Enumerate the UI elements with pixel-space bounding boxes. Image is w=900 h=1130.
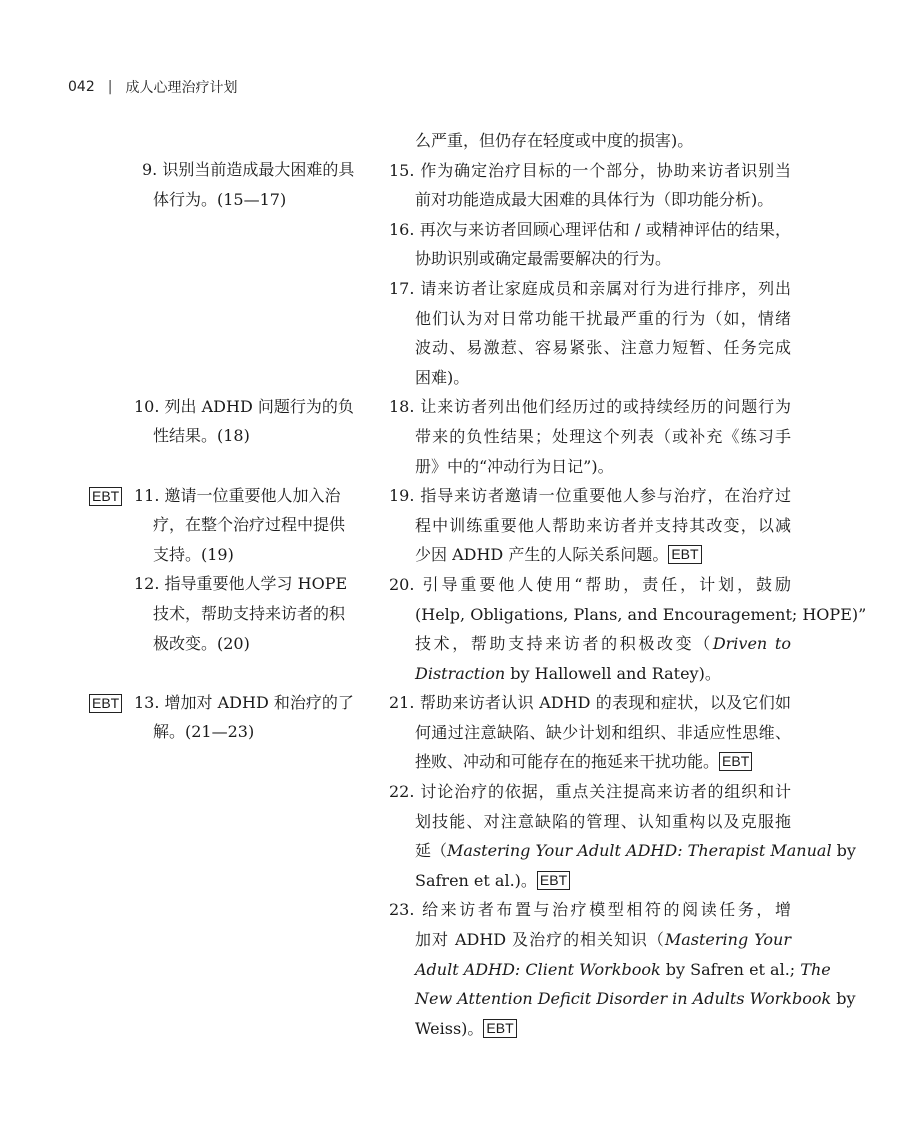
objective-line: 解。(21—23) — [153, 722, 255, 742]
page-number: 042 — [68, 79, 95, 95]
objective-line-first: 11. 邀请一位重要他人加入治 — [134, 485, 341, 505]
ebt-badge: EBT — [483, 1019, 516, 1038]
intervention-line: Weiss)。 EBT — [389, 1014, 791, 1044]
intervention-line-first: 22. 讨论治疗的依据，重点关注提高来访者的组织和计 — [389, 782, 791, 802]
italic-title: Distraction — [415, 663, 506, 683]
intervention-line: 带来的负性结果；处理这个列表（或补充《练习手 — [415, 426, 791, 446]
spacer-line — [134, 214, 366, 244]
ebt-badge: EBT — [89, 487, 122, 506]
spacer-line — [134, 244, 366, 274]
intervention-line-first: 20. 引导重要他人使用“帮助，责任，计划，鼓励 — [389, 574, 791, 594]
intervention-line: Safren et al.)。 EBT — [389, 866, 791, 896]
objective-line-first: 9. 识别当前造成最大困难的具 — [142, 160, 355, 179]
spacer-line — [134, 333, 366, 363]
spacer-line — [134, 658, 366, 688]
ebt-badge: EBT — [89, 694, 122, 713]
spacer-line — [134, 303, 366, 333]
intervention-line: 何通过注意缺陷、缺少计划和组织、非适应性思维、 — [415, 722, 791, 742]
intervention-line: (Help, Obligations, Plans, and Encouragement; HOPE)” — [415, 604, 867, 624]
spacer-line — [134, 362, 366, 392]
intervention-line: 协助识别或确定最需要解决的行为。 — [415, 249, 672, 269]
intervention-line: 挫败、冲动和可能存在的拖延来干扰功能。 EBT — [389, 747, 791, 777]
objective-line-first: 13. 增加对 ADHD 和治疗的了 — [134, 692, 354, 712]
intervention-line: Distraction by Hallowell and Ratey)。 — [415, 663, 721, 683]
intervention-line: 册》中的“冲动行为日记”)。 — [415, 456, 614, 476]
objective-line: 极改变。(20) — [153, 633, 250, 653]
short-term-objectives-column — [134, 155, 366, 747]
intervention-line: 划技能、对注意缺陷的管理、认知重构以及克服拖 — [415, 811, 791, 831]
intervention-line-first: 15. 作为确定治疗目标的一个部分，协助来访者识别当 — [389, 160, 791, 180]
intervention-line: 他们认为对日常功能干扰最严重的行为（如，情绪 — [415, 308, 791, 328]
italic-title: Adult ADHD: Client Workbook — [415, 959, 661, 979]
ebt-badge: EBT — [537, 871, 570, 890]
header-separator: | — [107, 79, 113, 95]
intervention-line: Adult ADHD: Client Workbook by Safren et al.; The — [415, 959, 831, 979]
intervention-line-first: 21. 帮助来访者认识 ADHD 的表现和症状，以及它们如 — [389, 693, 791, 713]
objective-line: 技术，帮助支持来访者的积 — [153, 603, 346, 623]
italic-title: New Attention Deficit Disorder in Adults Workbook — [415, 989, 832, 1009]
page-header — [68, 77, 237, 97]
intervention-line-first: 23. 给来访者布置与治疗模型相符的阅读任务，增 — [389, 900, 791, 920]
italic-title: Mastering Your — [664, 930, 791, 950]
objective-line: 性结果。(18) — [153, 426, 250, 446]
intervention-line: 程中训练重要他人帮助来访者并支持其改变，以减 — [415, 515, 791, 535]
intervention-line: 困难)。 — [415, 367, 470, 387]
ebt-badge: EBT — [719, 752, 752, 771]
objective-line: 体行为。(15—17) — [153, 189, 287, 209]
ebt-badge: EBT — [668, 545, 701, 564]
intervention-line: 延（Mastering Your Adult ADHD: Therapist Manual by — [415, 841, 856, 861]
objective-line: 疗，在整个治疗过程中提供 — [153, 515, 346, 535]
italic-title: Mastering Your Adult ADHD: Therapist Manual — [447, 841, 832, 861]
intervention-line-first: 18. 让来访者列出他们经历过的或持续经历的问题行为 — [389, 397, 791, 417]
intervention-line: 少因 ADHD 产生的人际关系问题。 EBT — [389, 540, 791, 570]
intervention-line-first: 16. 再次与来访者回顾心理评估和 / 或精神评估的结果， — [389, 219, 791, 239]
objective-line-first: 10. 列出 ADHD 问题行为的负 — [134, 396, 354, 416]
italic-title: The — [800, 959, 831, 979]
objective-line-first: 12. 指导重要他人学习 HOPE — [134, 574, 348, 594]
objective-line: 支持。(19) — [153, 544, 234, 564]
intervention-line: 么严重，但仍存在轻度或中度的损害)。 — [415, 131, 694, 150]
spacer-line — [134, 273, 366, 303]
italic-title: Driven to — [712, 634, 791, 654]
intervention-line: 技术，帮助支持来访者的积极改变（Driven to — [415, 634, 791, 654]
intervention-line: 加对 ADHD 及治疗的相关知识（Mastering Your — [415, 930, 791, 950]
intervention-line: 波动、易激惹、容易紧张、注意力短暂、任务完成 — [415, 338, 791, 358]
intervention-line-first: 19. 指导来访者邀请一位重要他人参与治疗，在治疗过 — [389, 486, 791, 506]
book-title: 成人心理治疗计划 — [125, 80, 238, 96]
intervention-line: 前对功能造成最大困难的具体行为（即功能分析)。 — [415, 190, 774, 210]
interventions-column — [389, 126, 867, 1043]
spacer-line — [134, 451, 366, 481]
intervention-line: New Attention Deficit Disorder in Adults Workbook by — [415, 989, 856, 1009]
intervention-line-first: 17. 请来访者让家庭成员和亲属对行为进行排序，列出 — [389, 278, 791, 298]
